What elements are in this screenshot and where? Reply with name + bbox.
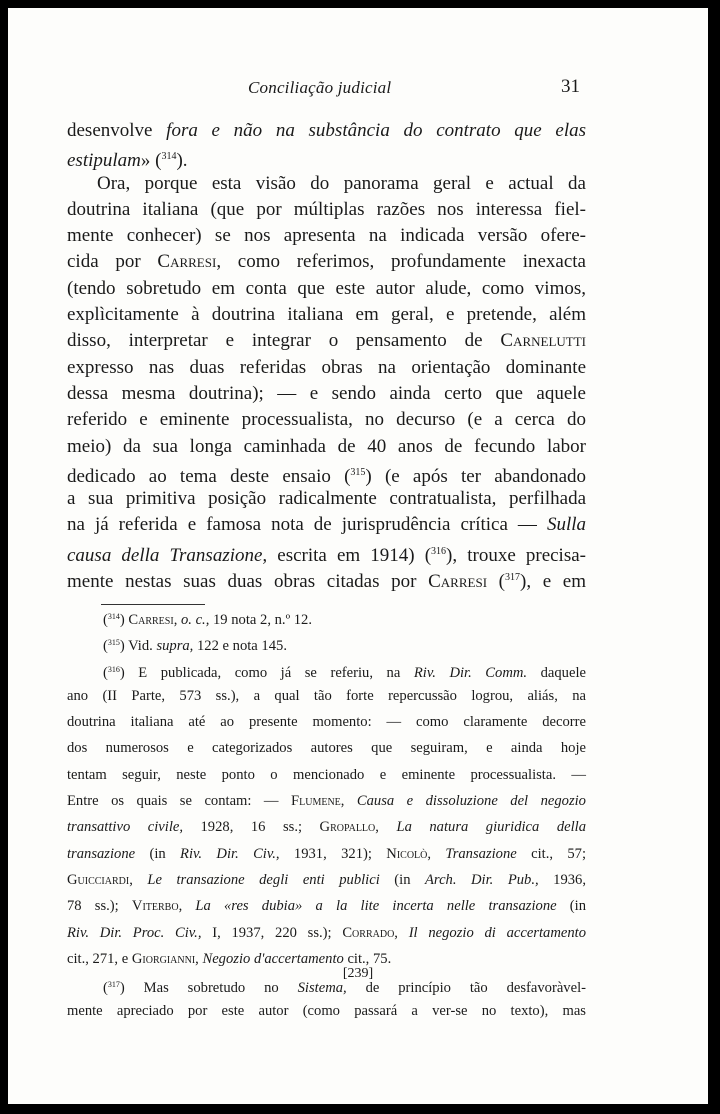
footnotes bbox=[67, 606, 586, 1027]
footnote-line: Guicciardi, Le transazione degli enti publici (in Arch. Dir. Pub., 1936, bbox=[67, 871, 586, 888]
footnote-line: dos numerosos e categorizados autores que seguiram, e ainda hoje bbox=[67, 740, 586, 757]
footnote-line: Entre os quais se contam: — Flumene, Causa e dissoluzione del negozio bbox=[67, 793, 586, 810]
text-line: causa della Transazione, escrita em 1914) ($^{316}$), trouxe precisa- bbox=[67, 544, 586, 566]
text-line: disso, interpretar e integrar o pensamento de Carnelutti bbox=[67, 330, 586, 352]
footnote-317: ($^{317}$) Mas sobretudo no Sistema, de princípio tão desfavoràvel- bbox=[103, 980, 586, 997]
footnote-315: ($^{315}$) Vid. supra, 122 e nota 145. bbox=[103, 638, 287, 655]
text-line: mente conhecer) se nos apresenta na indicada versão ofere- bbox=[67, 225, 586, 247]
text-line: explìcitamente à doutrina italiana em geral, e pretende, além bbox=[67, 304, 586, 326]
text-line: dedicado ao tema deste ensaio ($^{315}$) (e após ter abandonado bbox=[67, 465, 586, 487]
text-line: (tendo sobretudo em conta que este autor alude, como vimos, bbox=[67, 277, 586, 299]
footnote-316: ($^{316}$) E publicada, como já se referiu, na Riv. Dir. Comm. daquele bbox=[103, 664, 586, 681]
page-reference: [239] bbox=[342, 966, 374, 981]
text-line: dessa mesma doutrina); — e sendo ainda certo que aquele bbox=[67, 382, 586, 404]
text-line: a sua primitiva posição radicalmente contratualista, perfilhada bbox=[67, 488, 586, 510]
text-line: referido e eminente processualista, no decurso (e a cerca do bbox=[67, 409, 586, 431]
page-number: 31 bbox=[561, 76, 580, 97]
footnote-line: 78 ss.); Viterbo, La «res dubia» a la lite incerta nelle transazione (in bbox=[67, 898, 586, 915]
running-header bbox=[8, 78, 708, 104]
footnote-rule bbox=[101, 604, 205, 605]
text-line: cida por Carresi, como referimos, profundamente inexacta bbox=[67, 251, 586, 273]
text-line: meio) da sua longa caminhada de 40 anos de fecundo labor bbox=[67, 435, 586, 457]
main-text bbox=[67, 118, 586, 591]
text-line: mente nestas suas duas obras citadas por Carresi ($^{317}$), e em bbox=[67, 571, 587, 593]
text-line: expresso nas duas referidas obras na orientação dominante bbox=[67, 356, 586, 378]
text-line: doutrina italiana (que por múltiplas razões nos interessa fiel- bbox=[67, 198, 586, 220]
footnote-line: tentam seguir, neste ponto o mencionado e eminente processualista. — bbox=[67, 766, 586, 783]
text-line: estipulam» ($^{314}$). bbox=[67, 150, 188, 172]
running-title: Conciliação judicial bbox=[248, 78, 392, 97]
book-page bbox=[8, 8, 708, 1104]
footnote-line: transazione (in Riv. Dir. Civ., 1931, 321); Nicolò, Transazione cit., 57; bbox=[67, 845, 587, 862]
footnote-line: doutrina italiana até ao presente momento: — como claramente decorre bbox=[67, 714, 586, 731]
footnote-314: ($^{314}$) Carresi, o. c., 19 nota 2, n.º 12. bbox=[103, 612, 312, 628]
footnote-line: transattivo civile, 1928, 16 ss.; Gropallo, La natura giuridica della bbox=[67, 819, 587, 836]
footnote-line: cit., 271, e Giorgianni, Negozio d'accertamento cit., 75. bbox=[67, 950, 392, 967]
text-line: Ora, porque esta visão do panorama geral e actual da bbox=[97, 172, 586, 194]
text-line: desenvolve fora e não na substância do contrato que elas bbox=[67, 120, 586, 141]
footnote-line: mente apreciado por este autor (como passará a ver-se no texto), mas bbox=[67, 1003, 586, 1020]
text-line: na já referida e famosa nota de jurisprudência crítica — Sulla bbox=[67, 514, 586, 536]
footnote-line: Riv. Dir. Proc. Civ., I, 1937, 220 ss.); Corrado, Il negozio di accertamento bbox=[67, 924, 586, 941]
footnote-line: ano (II Parte, 573 ss.), a qual tão forte repercussão logrou, aliás, na bbox=[67, 687, 586, 704]
